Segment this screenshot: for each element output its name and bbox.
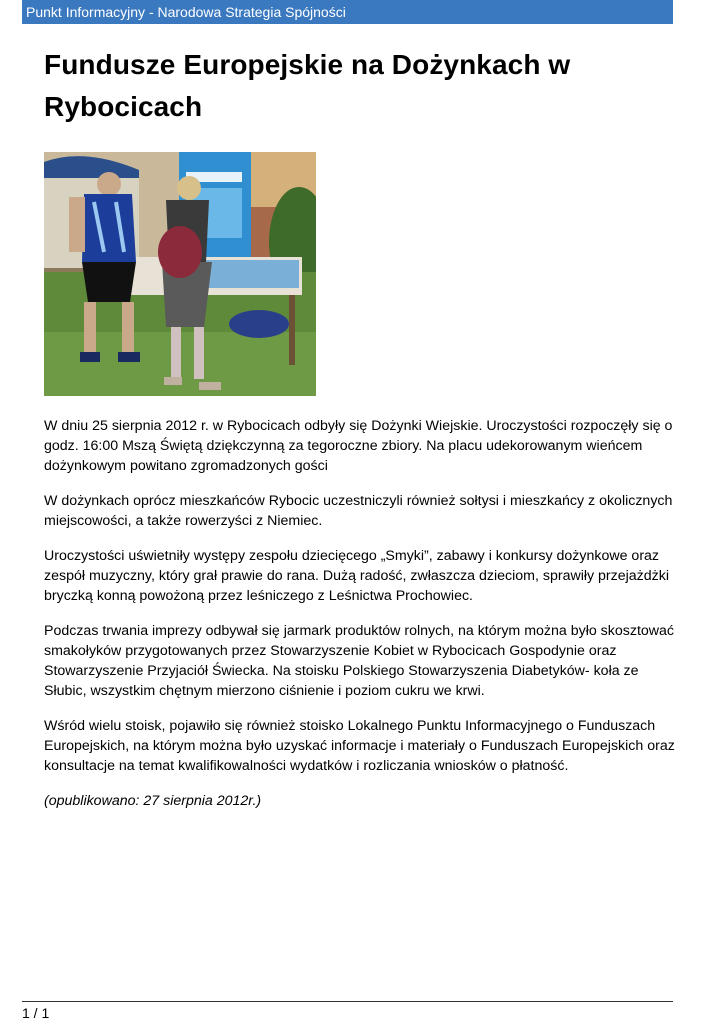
article-paragraph: W dożynkach oprócz mieszkańców Rybocic uczestniczyli również sołtysi i mieszkańcy z okolicznych miejscowości, a także rowerzyści z Niemiec. [44, 493, 673, 529]
article [44, 44, 684, 811]
event-photo [44, 152, 316, 396]
article-paragraph: W dniu 25 sierpnia 2012 r. w Rybocicach odbyły się Dożynki Wiejskie. Uroczystości rozpoczęły się o godz. 16:00 Mszą Świętą dziękczynną za tegoroczne zbiory. Na placu udekorowanym wieńcem dożynkowym powitano zgromadzonych gości [44, 418, 673, 474]
article-paragraph: Wśród wielu stoisk, pojawiło się również stoisko Lokalnego Punktu Informacyjnego o Funduszach Europejskich, na którym można było uzyskać informacje i materiały o Funduszach Europejskich oraz konsultacje na temat kwalifikowalności wydatków i rozliczania wniosków o płatność. [44, 718, 675, 774]
article-title: Fundusze Europejskie na Dożynkach w Rybocicach [44, 49, 571, 122]
site-header [22, 0, 673, 24]
site-title: Punkt Informacyjny - Narodowa Strategia Spójności [26, 4, 346, 20]
article-paragraph: Podczas trwania imprezy odbywał się jarmark produktów rolnych, na którym można było skosztować smakołyków przygotowanych przez Stowarzyszenie Kobiet w Rybocicach Gospodynie oraz Stowarzyszenie Przyjaciół Świecka. Na stoisku Polskiego Stowarzyszenia Diabetyków- koła ze Słubic, wszystkim chętnym mierzono ciśnienie i poziom cukru we krwi. [44, 623, 675, 699]
page-number: 1 / 1 [22, 1005, 50, 1021]
article-paragraph: Uroczystości uświetniły występy zespołu dziecięcego „Smyki”, zabawy i konkursy dożynkowe oraz zespół muzyczny, który grał prawie do rana. Dużą radość, zwłaszcza dzieciom, sprawiły przejażdżki bryczką konną powożoną przez leśniczego z Leśnictwa Prochowiec. [44, 548, 670, 604]
published-date: (opublikowano: 27 sierpnia 2012r.) [44, 793, 262, 809]
footer-divider [22, 1001, 673, 1002]
